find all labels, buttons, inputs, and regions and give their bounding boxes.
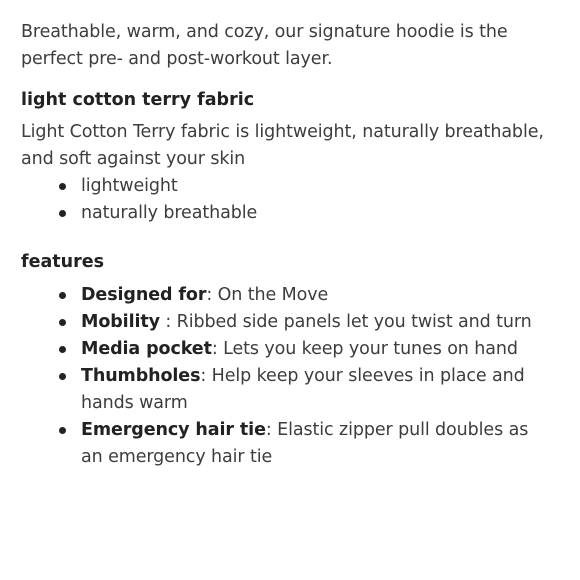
feature-item	[81, 363, 551, 417]
feature-text: On the Move	[217, 285, 329, 305]
fabric-heading: light cotton terry fabric	[21, 90, 255, 110]
feature-item	[81, 417, 551, 471]
feature-text: Elastic zipper pull doubles as an emergency hair tie	[81, 420, 529, 467]
fabric-bullet: lightweight	[81, 173, 551, 200]
features-list	[21, 282, 580, 471]
feature-label: Media pocket	[81, 339, 212, 359]
fabric-description: Light Cotton Terry fabric is lightweight, naturally breathable, and soft against your skin	[21, 122, 544, 169]
feature-separator: :	[211, 339, 224, 359]
fabric-bullet-list	[21, 173, 580, 227]
feature-item	[81, 282, 551, 309]
feature-text: Help keep your sleeves in place and hands warm	[81, 366, 525, 413]
feature-separator: :	[265, 420, 278, 440]
feature-item	[81, 309, 551, 336]
intro-text: Breathable, warm, and cozy, our signature hoodie is the perfect pre- and post-workout layer.	[21, 22, 508, 69]
feature-item	[81, 336, 551, 363]
feature-label: Mobility	[81, 312, 160, 332]
feature-separator: :	[206, 285, 218, 305]
fabric-bullet: naturally breathable	[81, 200, 551, 227]
feature-text: Lets you keep your tunes on hand	[223, 339, 518, 359]
feature-separator: :	[159, 312, 177, 332]
feature-separator: :	[200, 366, 212, 386]
feature-text: Ribbed side panels let you twist and turn	[176, 312, 532, 332]
feature-label: Thumbholes	[81, 366, 201, 386]
feature-label: Designed for	[81, 285, 207, 305]
feature-label: Emergency hair tie	[81, 420, 266, 440]
features-heading: features	[21, 252, 105, 272]
